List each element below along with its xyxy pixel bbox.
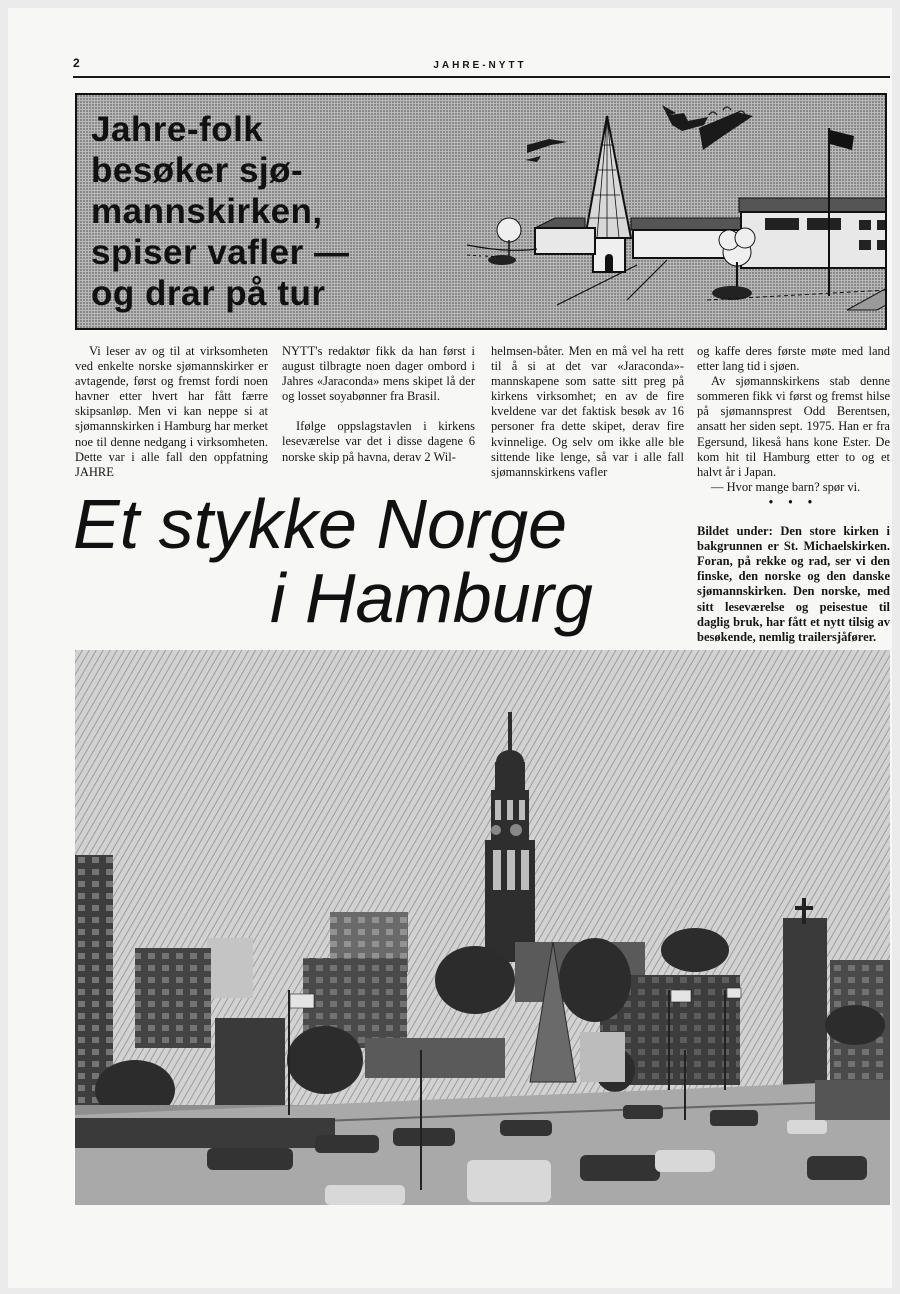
church-illustration [407,100,885,325]
running-head: JAHRE-NYTT [433,60,527,71]
page-number: 2 [73,56,80,70]
feature-title-line-1: Et stykke Norge [73,485,568,563]
article-column-3 [491,344,684,480]
banner-headline-line: spiser vafler — [91,233,350,272]
article-paragraph: Vi leser av og til at virksomheten ved enkelte norske sjømannskirker er avtagende, først og fremst fordi noen havner etter hvert har fått færre skipsanløp. Men vi kan neppe si at sjømannskirken i Hamburg har merket noe til denne nedgang i virksomheten. Dette var i alle fall den oppfatning JAHRE [75,344,268,479]
article-paragraph: Av sjømannskirkens stab denne sommeren fikk vi først og fremst hilse på sjømannsprest Odd Berentsen, ansatt her siden sept. 1975. Han er fra Egersund, likeså hans kone Ester. De kom hit til Hamburg etter to og et halvt år i Japan. [697,374,890,479]
article-paragraph: NYTT's redaktør fikk da han først i august tilbragte noen dager ombord i Jahres «Jaraconda» mens skipet lå der og losset soyabønner fra Brasil. [282,344,475,404]
article-paragraph: og kaffe deres første møte med land etter lang tid i sjøen. [697,344,890,374]
article-paragraph: — Hvor mange barn? spør vi. [711,479,861,494]
banner-headline-line: mannskirken, [91,192,323,231]
photo-caption: Bildet under: Den store kirken i bakgrunnen er St. Michaelskirken. Foran, på rekke og rad, ser vi den finske, den norske og den danske sjømannskirken. Den norske, med sitt leseværelse og peisestue til daglig bruk, har fått et nytt tilsig av besøkende, nemlig trailersjåfører. [697,524,890,644]
article-column-1 [75,344,268,480]
headline-banner [75,93,887,330]
photo-halftone-scene [75,650,890,1205]
header-rule [73,76,890,78]
section-break-dots: • • • [768,494,819,509]
article-paragraph: helmsen-båter. Men en må vel ha rett til å si at det var «Jaraconda»-mannskapene som satte sitt preg på kirkens virksomhet; en av de fire kveldene var det faktisk besøk av 16 personer fra dette skipet, derav fire kvinnelige. Og selv om ikke alle ble sittende like lenge, så var i alle fall sjømannskirkens vafler [491,344,684,479]
article-column-4 [697,344,890,645]
banner-headline [91,109,381,314]
banner-headline-line: Jahre-folk [91,110,264,149]
feature-title-line-2: i Hamburg [270,559,593,637]
hamburg-photo [75,650,890,1205]
article-paragraph: Ifølge oppslagstavlen i kirkens leseværelse var det i disse dagene 6 norske skip på havna, derav 2 Wil- [282,419,475,464]
article-column-2 [282,344,475,465]
banner-headline-line: besøker sjø- [91,151,304,190]
banner-headline-line: og drar på tur [91,274,326,313]
